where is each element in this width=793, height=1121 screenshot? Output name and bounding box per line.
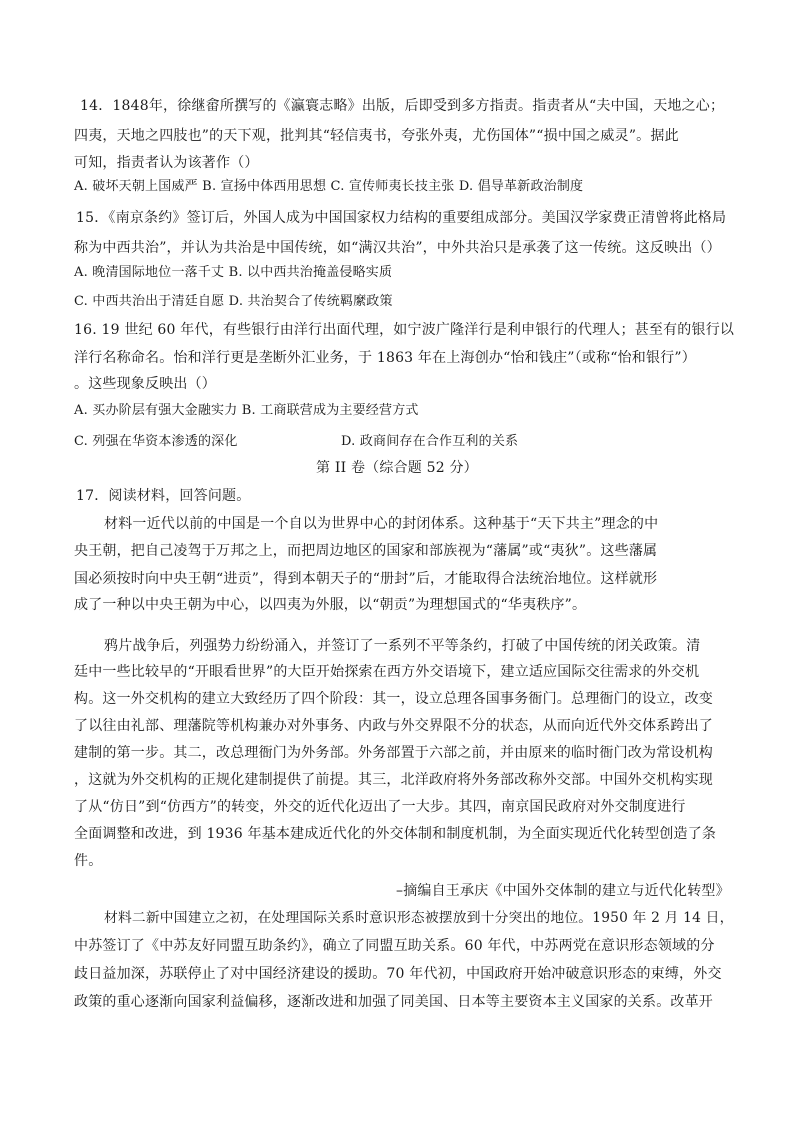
material1-line-1: 材料一近代以前的中国是一个自以为世界中心的封闭体系。这种基于“天下共主”理念的中 xyxy=(104,516,659,532)
material2-line-3: 歧日益加深，苏联停止了对中国经济建设的援助。70 年代初，中国政府开始冲破意识形态的束缚，外交 xyxy=(74,966,722,982)
q15-options-cd: C. 中西共治出于清廷自愿 D. 共治契合了传统羁縻政策 xyxy=(74,294,393,309)
q14-line-3: 可知，指责者认为该著作（） xyxy=(74,155,259,171)
q16-option-c: C. 列强在华资本渗透的深化 xyxy=(74,434,238,449)
material2-line-4: 政策的重心逐渐向国家利益偏移，逐渐改进和加强了同美国、日本等主要资本主义国家的关系。改革开 xyxy=(74,994,713,1010)
material1b-line-9: 件。 xyxy=(74,853,103,869)
q14-line-2: 四夷，天地之四肢也”的天下观，批判其“轻信夷书，夸张外夷，尤伤国体”“损中国之威灵”。据此 xyxy=(74,128,679,144)
q16-option-d: D. 政商间存在合作互利的关系 xyxy=(341,434,519,449)
q15-line-1: 15．《南京条约》签订后，外国人成为中国国家权力结构的重要组成部分。美国汉学家费正清曾将此格局 xyxy=(76,210,727,226)
material1b-line-7: 了从“仿日”到“仿西方”的转变，外交的近代化迈出了一大步。其四，南京国民政府对外交制度进行 xyxy=(74,799,686,815)
material2-line-1: 材料二新中国建立之初，在处理国际关系时意识形态被摆放到十分突出的地位。1950 年 2 月 14 日， xyxy=(104,910,734,926)
material2-line-2: 中苏签订了《中苏友好同盟互助条约》，确立了同盟互助关系。60 年代，中苏两党在意识形态领域的分 xyxy=(74,938,715,954)
material1-line-3: 国必须按时向中央王朝“进贡”，得到本朝天子的“册封”后，才能取得合法统治地位。这样就形 xyxy=(74,571,658,587)
material1-line-4: 成了一种以中央王朝为中心，以四夷为外服，以“朝贡”为理想国式的“华夷秩序”。 xyxy=(74,597,587,613)
material1b-line-6: ，这就为外交机构的正规化建制提供了前提。其三，北洋政府将外务部改称外交部。中国外交机构实现 xyxy=(74,772,713,788)
material1b-line-1: 鸦片战争后，列强势力纷纷涌入，并签订了一系列不平等条约，打破了中国传统的闭关政策。清 xyxy=(104,638,701,654)
q17-prompt: 17．阅读材料，回答问题。 xyxy=(76,488,251,504)
material1b-line-2: 廷中一些比较早的“开眼看世界”的大臣开始探索在西方外交语境下，建立适应国际交往需求的外交机 xyxy=(74,664,700,680)
material1-line-2: 央王朝，把自己凌驾于万邦之上，而把周边地区的国家和部族视为“藩属”或“夷狄”。这些藩属 xyxy=(74,543,658,559)
section-title: 第 II 卷（综合题 52 分） xyxy=(316,460,478,476)
material1-source: –摘编自王承庆《中国外交体制的建立与近代化转型》 xyxy=(396,883,730,899)
q16-options-ab: A. 买办阶层有强大金融实力 B. 工商联营成为主要经营方式 xyxy=(74,403,419,418)
q16-line-1: 16. 19 世纪 60 年代，有些银行由洋行出面代理，如宁波广隆洋行是利申银行的代理人；甚至有的银行以 xyxy=(74,322,735,338)
material1b-line-8: 全面调整和改进，到 1936 年基本建成近代化的外交体制和制度机制，为全面实现近代化转型创造了条 xyxy=(74,826,717,842)
q16-line-2: 洋行名称命名。怡和洋行更是垄断外汇业务，于 1863 年在上海创办“怡和钱庄”（或称“怡和银行”） xyxy=(74,350,696,366)
material1b-line-3: 构。这一外交机构的建立大致经历了四个阶段：其一，设立总理各国事务衙门。总理衙门的设立，改变 xyxy=(74,691,713,707)
q16-line-3: 。这些现象反映出（） xyxy=(74,376,216,392)
material1b-line-4: 了以往由礼部、理藩院等机构兼办对外事务、内政与外交界限不分的状态，从而向近代外交体系跨出了 xyxy=(74,718,713,734)
q15-options-ab: A. 晚清国际地位一落千丈 B. 以中西共治掩盖侵略实质 xyxy=(74,265,393,280)
q14-options: A. 破坏天朝上国威严 B. 宣扬中体西用思想 C. 宣传师夷长技主张 D. 倡导革新政治制度 xyxy=(74,179,584,194)
q15-line-2: 称为中西共治”，并认为共治是中国传统，如“满汉共治”，中外共治只是承袭了这一传统。这反映出（） xyxy=(74,240,721,256)
q14-line-1: 14．1848年，徐继畲所撰写的《瀛寰志略》出版，后即受到多方指责。指责者从“夫中国，天地之心； xyxy=(80,98,725,114)
material1b-line-5: 建制的第一步。其二，改总理衙门为外务部。外务部置于六部之前，并由原来的临时衙门改为常设机构 xyxy=(74,745,713,761)
